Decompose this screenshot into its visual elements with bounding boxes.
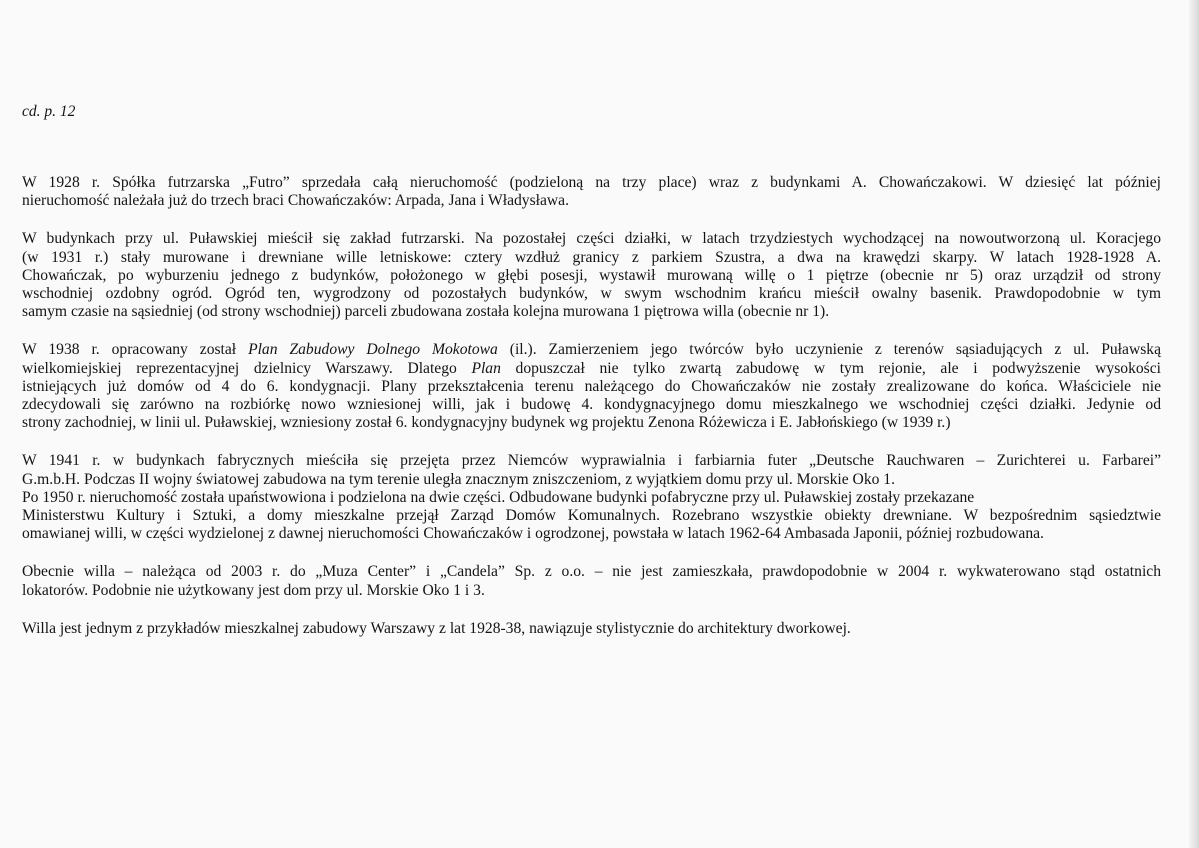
text-segment: zdecydowali się zarówno na rozbiórkę nowo wzniesionej willi, jak i budowę 4. kondygnacyjnego domu mieszkalnego we wschodniej części działki. Jedynie od [22, 396, 1161, 414]
italic-title: Plan Zabudowy Dolnego Mokotowa [248, 341, 498, 359]
text-segment: strony zachodniej, w linii ul. Puławskiej, wzniesiony został 6. kondygnacyjny budynek wg projektu Zenona Różewicza i E. Jabłońskiego (w 1939 r.) [22, 414, 951, 432]
text-line [22, 507, 1161, 525]
text-line [22, 396, 1161, 414]
paragraph [22, 174, 1161, 210]
text-line [22, 303, 1161, 321]
text-line [22, 249, 1161, 267]
text-segment: (w 1931 r.) stały murowane i drewniane wille letniskowe: cztery wzdłuż granicy z parkiem Szustra, a dwa na krawędzi skarpy. W latach 1928-1928 A. [22, 248, 1161, 266]
text-segment: omawianej willi, w części wydzielonej z dawnej nieruchomości Chowańczaków i ogrodzonej, powstała w latach 1962-64 Ambasada Japonii, później rozbudowana. [22, 525, 1044, 543]
text-line [22, 230, 1161, 248]
text-segment: wielkomiejskiej reprezentacyjnej dzielnicy Warszawy. Dlatego [22, 359, 472, 377]
text-segment: lokatorów. Podobnie nie użytkowany jest dom przy ul. Morskie Oko 1 i 3. [22, 581, 485, 599]
text-segment: samym czasie na sąsiedniej (od strony wschodniej) parceli zbudowana została kolejna murowana 1 piętrowa willa (obecnie nr 1). [22, 303, 830, 321]
text-segment: W 1941 r. w budynkach fabrycznych mieściła się przejęta przez Niemców wyprawialnia i farbiarnia futer „Deutsche Rauchwaren – Zurichterei u. Farbarei” [22, 452, 1161, 470]
text-segment: W budynkach przy ul. Puławskiej mieścił się zakład futrzarski. Na pozostałej części działki, w latach trzydziestych wychodzącej na nowoutworzoną ul. Koracjego [22, 230, 1161, 248]
text-line [22, 620, 1161, 638]
paragraph [22, 563, 1161, 599]
text-line [22, 489, 1161, 507]
text-line [22, 525, 1161, 543]
text-segment: W 1938 r. opracowany został [22, 341, 249, 359]
text-line [22, 174, 1161, 192]
text-segment: istniejących już domów od 4 do 6. kondygnacji. Plany przekształcenia terenu należącego do Chowańczaków nie zostały zrealizowane do końca. Właściciele nie [22, 377, 1161, 395]
text-line [22, 471, 1161, 489]
paragraph [22, 620, 1161, 638]
text-line [22, 360, 1161, 378]
text-segment: Chowańczak, po wyburzeniu jednego z budynków, położonego w głębi posesji, wystawił murowaną willę o 1 piętrze (obecnie nr 5) oraz urządził od strony [22, 266, 1161, 284]
text-line [22, 285, 1161, 303]
text-segment: Willa jest jednym z przykładów mieszkalnej zabudowy Warszawy z lat 1928-38, nawiązuje stylistycznie do architektury dworkowej. [22, 619, 851, 637]
text-line [22, 414, 1161, 432]
text-segment: Ministerstwu Kultury i Sztuki, a domy mieszkalne przejął Zarząd Domów Komunalnych. Rozebrano wszystkie obiekty drewniane. W bezpośrednim sąsiedztwie [22, 507, 1161, 525]
text-segment: Po 1950 r. nieruchomość została upaństwowiona i podzielona na dwie części. Odbudowane budynki pofabryczne przy ul. Puławskiej zostały przekazane [22, 488, 975, 506]
text-line [22, 267, 1161, 285]
text-line [22, 192, 1161, 210]
text-segment: G.m.b.H. Podczas II wojny światowej zabudowa na tym terenie uległa znacznym zniszczeniom, z wyjątkiem domu przy ul. Morskie Oko 1. [22, 470, 896, 488]
page-continuation-note: cd. p. 12 [22, 103, 76, 120]
text-segment: wschodniej ozdobny ogród. Ogród ten, wygrodzony od pozostałych budynków, w swym wschodnim krańcu mieścił owalny basenik. Prawdopodobnie w tym [22, 285, 1161, 303]
paragraph [22, 341, 1161, 432]
paragraph [22, 230, 1161, 321]
text-segment: nieruchomość należała już do trzech braci Chowańczaków: Arpada, Jana i Władysława. [22, 192, 569, 210]
text-line [22, 582, 1161, 600]
text-segment: (il.). Zamierzeniem jego twórców było uczynienie z terenów sąsiadujących z ul. Puławską [497, 341, 1161, 359]
text-segment: Obecnie willa – należąca od 2003 r. do „Muza Center” i „Candela” Sp. z o.o. – nie jest zamieszkała, prawdopodobnie w 2004 r. wykwaterowano stąd ostatnich [22, 563, 1161, 581]
text-line [22, 378, 1161, 396]
text-line [22, 452, 1161, 470]
text-segment: W 1928 r. Spółka futrzarska „Futro” sprzedała całą nieruchomość (podzieloną na trzy place) wraz z budynkami A. Chowańczakowi. W dziesięć lat później [22, 174, 1161, 191]
text-line [22, 341, 1161, 359]
paragraph [22, 452, 1161, 543]
text-segment: dopuszczał nie tylko zwartą zabudowę w tym rejonie, ale i podwyższenie wysokości [500, 359, 1161, 377]
italic-title: Plan [471, 359, 501, 377]
document-body [22, 174, 1161, 658]
scan-edge [1189, 0, 1199, 848]
text-line [22, 563, 1161, 581]
